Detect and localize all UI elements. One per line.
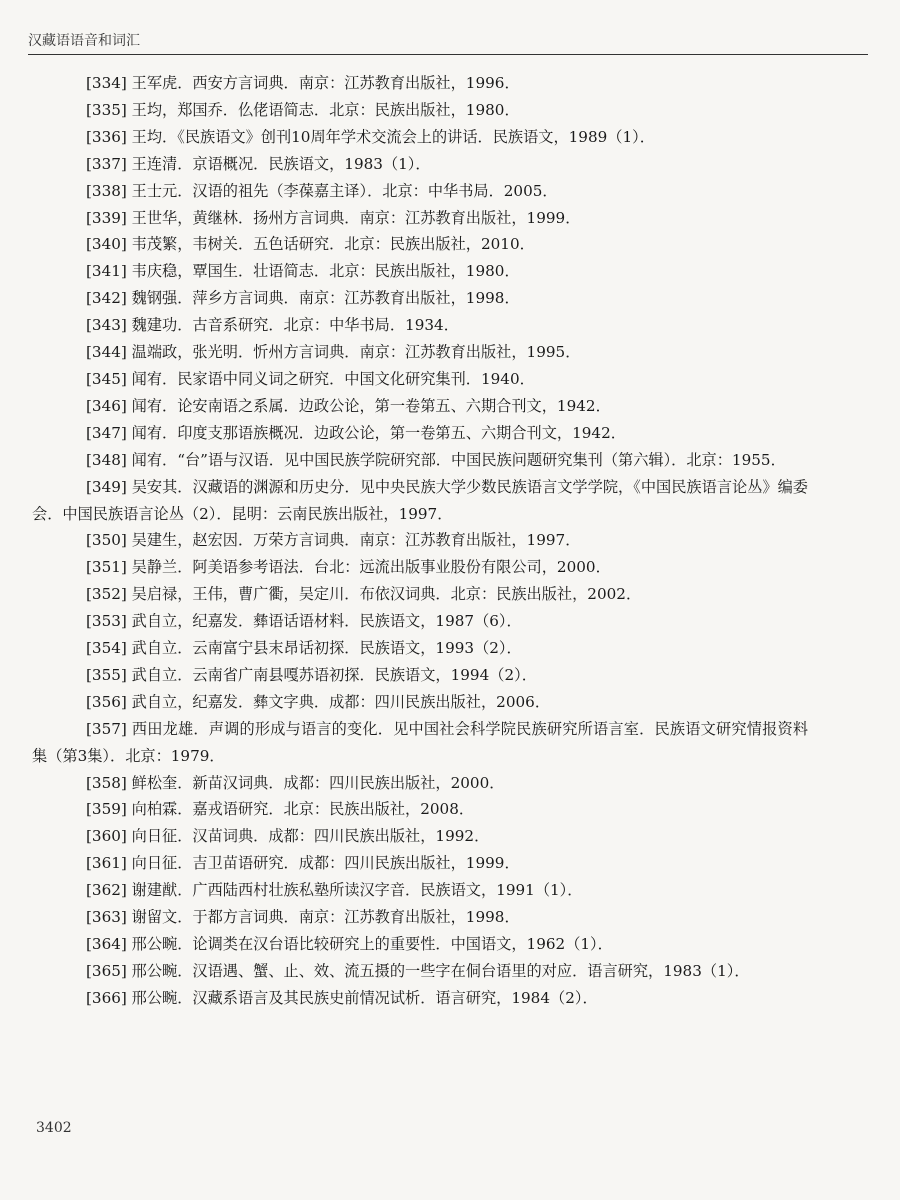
reference-entry <box>32 689 808 716</box>
reference-entry <box>32 178 808 205</box>
reference-text: 王士元．汉语的祖先（李葆嘉主译）．北京：中华书局．2005． <box>131 181 558 200</box>
reference-number: [347] <box>86 423 127 442</box>
reference-entry <box>32 366 808 393</box>
reference-entry <box>32 904 808 931</box>
reference-entry <box>32 581 808 608</box>
reference-number: [342] <box>86 289 127 308</box>
reference-text: 闻宥．论安南语之系属．边政公论，第一卷第五、六期合刊文，1942． <box>131 396 611 415</box>
reference-entry <box>32 662 808 689</box>
reference-text: 闻宥．印度支那语族概况．边政公论，第一卷第五、六期合刊文，1942． <box>131 423 626 442</box>
reference-number: [340] <box>86 235 127 254</box>
reference-number: [349] <box>86 477 127 496</box>
reference-number: [356] <box>86 692 127 711</box>
reference-number: [354] <box>86 639 127 658</box>
reference-text: 韦茂繁，韦树关．五色话研究．北京：民族出版社，2010． <box>131 235 535 254</box>
reference-number: [344] <box>86 343 127 362</box>
reference-number: [364] <box>86 935 127 953</box>
reference-entry <box>32 985 808 1012</box>
reference-text: 谢建猷．广西陆西村壮族私塾所读汉字音．民族语文，1991（1）． <box>131 881 583 900</box>
reference-entry <box>32 770 808 797</box>
reference-number: [335] <box>86 100 127 119</box>
reference-text: 向日征．吉卫苗语研究．成都：四川民族出版社，1999． <box>131 854 520 873</box>
reference-text: 邢公畹．论调类在汉台语比较研究上的重要性．中国语文，1962（1）． <box>131 935 613 953</box>
reference-text: 闻宥．“台”语与汉语．见中国民族学院研究部．中国民族问题研究集刊（第六辑）．北京：1955． <box>131 450 786 469</box>
reference-list <box>32 70 808 1012</box>
reference-entry <box>32 850 808 877</box>
reference-number: [343] <box>86 316 127 335</box>
reference-text: 西田龙雄．声调的形成与语言的变化．见中国社会科学院民族研究所语言室．民族语文研究情报资料集（第3集）．北京：1979． <box>32 719 809 765</box>
reference-entry <box>32 258 808 285</box>
reference-number: [351] <box>86 558 127 577</box>
reference-entry <box>32 285 808 312</box>
reference-entry <box>32 958 808 985</box>
reference-number: [358] <box>86 773 127 792</box>
reference-entry <box>32 393 808 420</box>
reference-text: 武自立．云南富宁县末昂话初探．民族语文，1993（2）． <box>131 639 522 658</box>
reference-text: 吴安其．汉藏语的渊源和历史分．见中央民族大学少数民族语言文学学院，《中国民族语言论丛》编委会．中国民族语言论丛（2）．昆明：云南民族出版社，1997． <box>32 477 808 523</box>
reference-entry <box>32 339 808 366</box>
reference-entry <box>32 97 808 124</box>
reference-text: 韦庆稳，覃国生．壮语简志．北京：民族出版社，1980． <box>131 262 520 281</box>
reference-entry <box>32 635 808 662</box>
reference-text: 王连清．京语概况．民族语文，1983（1）． <box>131 154 431 173</box>
reference-entry <box>32 474 808 528</box>
reference-number: [353] <box>86 612 127 631</box>
reference-text: 王均．《民族语文》创刊10周年学术交流会上的讲话．民族语文，1989（1）． <box>131 127 655 146</box>
reference-text: 吴建生，赵宏因．万荣方言词典．南京：江苏教育出版社，1997． <box>131 531 581 550</box>
reference-text: 王世华，黄继林．扬州方言词典．南京：江苏教育出版社，1999． <box>131 208 581 227</box>
reference-entry <box>32 823 808 850</box>
reference-text: 鲜松奎．新苗汉词典．成都：四川民族出版社，2000． <box>131 773 505 792</box>
reference-number: [348] <box>86 450 127 469</box>
reference-number: [341] <box>86 262 127 281</box>
reference-entry <box>32 420 808 447</box>
running-head: 汉藏语语音和词汇 <box>28 30 868 55</box>
reference-text: 王均，郑国乔．仫佬语简志．北京：民族出版社，1980． <box>131 100 520 119</box>
reference-number: [345] <box>86 369 127 388</box>
reference-number: [346] <box>86 396 127 415</box>
reference-text: 闻宥．民家语中同义词之研究．中国文化研究集刊．1940． <box>131 369 535 388</box>
reference-entry <box>32 931 808 958</box>
reference-number: [338] <box>86 181 127 200</box>
reference-number: [350] <box>86 531 127 550</box>
reference-number: [361] <box>86 854 127 873</box>
reference-text: 吴启禄，王伟，曹广衢，吴定川．布依汉词典．北京：民族出版社，2002． <box>131 585 642 604</box>
reference-number: [334] <box>86 74 127 92</box>
reference-text: 吴静兰．阿美语参考语法．台北：远流出版事业股份有限公司，2000． <box>131 558 611 577</box>
reference-number: [336] <box>86 127 127 146</box>
reference-number: [337] <box>86 154 127 173</box>
reference-entry <box>32 527 808 554</box>
page-number: 3402 <box>36 1120 72 1136</box>
reference-text: 邢公畹．汉语遇、蟹、止、效、流五摄的一些字在侗台语里的对应．语言研究，1983（1）． <box>131 961 750 980</box>
reference-text: 温端政，张光明．忻州方言词典．南京：江苏教育出版社，1995． <box>131 343 581 362</box>
reference-entry <box>32 877 808 904</box>
reference-entry <box>32 70 808 97</box>
reference-entry <box>32 205 808 232</box>
reference-number: [359] <box>86 800 127 819</box>
reference-text: 邢公畹．汉藏系语言及其民族史前情况试析．语言研究，1984（2）． <box>131 988 598 1007</box>
reference-text: 魏钢强．萍乡方言词典．南京：江苏教育出版社，1998． <box>131 289 520 308</box>
reference-number: [365] <box>86 961 127 980</box>
reference-entry <box>32 312 808 339</box>
reference-text: 向日征．汉苗词典．成都：四川民族出版社，1992． <box>131 827 490 846</box>
reference-entry <box>32 554 808 581</box>
reference-entry <box>32 608 808 635</box>
reference-text: 王军虎．西安方言词典．南京：江苏教育出版社，1996． <box>131 74 520 92</box>
reference-number: [355] <box>86 665 127 684</box>
reference-entry <box>32 124 808 151</box>
reference-number: [357] <box>86 719 127 738</box>
reference-text: 谢留文．于都方言词典．南京：江苏教育出版社，1998． <box>131 908 520 927</box>
reference-text: 武自立．云南省广南县嘎苏语初探．民族语文，1994（2）． <box>131 665 537 684</box>
reference-entry <box>32 796 808 823</box>
reference-entry <box>32 231 808 258</box>
reference-text: 魏建功．古音系研究．北京：中华书局．1934． <box>131 316 459 335</box>
reference-text: 武自立，纪嘉发．彝文字典．成都：四川民族出版社，2006． <box>131 692 551 711</box>
reference-text: 向柏霖．嘉戎语研究．北京：民族出版社，2008． <box>131 800 475 819</box>
reference-number: [362] <box>86 881 127 900</box>
reference-number: [363] <box>86 908 127 927</box>
reference-entry <box>32 716 808 770</box>
reference-entry <box>32 151 808 178</box>
reference-number: [352] <box>86 585 127 604</box>
reference-text: 武自立，纪嘉发．彝语话语材料．民族语文，1987（6）． <box>131 612 522 631</box>
reference-number: [360] <box>86 827 127 846</box>
reference-number: [339] <box>86 208 127 227</box>
reference-number: [366] <box>86 988 127 1007</box>
reference-entry <box>32 447 808 474</box>
